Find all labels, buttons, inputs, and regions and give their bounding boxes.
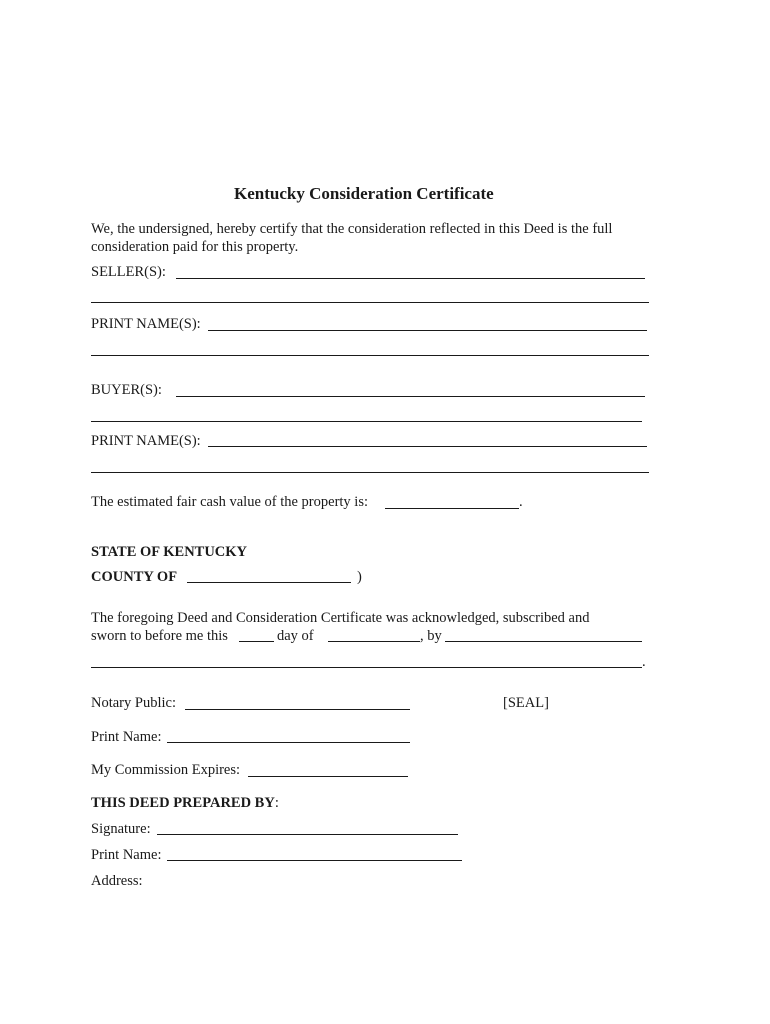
county-line[interactable] (187, 582, 351, 583)
commission-expires-line[interactable] (248, 776, 408, 777)
buyer-print-name-label: PRINT NAME(S): (91, 433, 201, 449)
seal-label: [SEAL] (503, 695, 549, 711)
certify-text-line-2: consideration paid for this property. (91, 239, 299, 255)
notary-public-line[interactable] (185, 709, 410, 710)
ack-text-by: , by (420, 628, 442, 644)
signature-label: Signature: (91, 821, 151, 837)
ack-line-period: . (642, 654, 646, 670)
buyer-print-name-line-2[interactable] (91, 472, 649, 473)
notary-public-label: Notary Public: (91, 695, 176, 711)
prepared-by-colon: : (274, 795, 279, 811)
county-paren: ) (357, 569, 362, 585)
county-label: COUNTY OF (91, 569, 178, 585)
document-title: Kentucky Consideration Certificate (234, 184, 494, 203)
seller-print-name-label: PRINT NAME(S): (91, 316, 201, 332)
buyer-signature-line-2[interactable] (91, 421, 642, 422)
seller-signature-line-2[interactable] (91, 302, 649, 303)
address-label: Address: (91, 873, 143, 889)
ack-text-day-of: day of (277, 628, 314, 644)
notary-print-name-line[interactable] (167, 742, 410, 743)
prepared-by-text: THIS DEED PREPARED BY (91, 795, 275, 811)
buyer-print-name-line[interactable] (208, 446, 647, 447)
ack-text-line-2-start: sworn to before me this (91, 628, 228, 644)
commission-expires-label: My Commission Expires: (91, 762, 241, 778)
seller-print-name-line[interactable] (208, 330, 647, 331)
ack-day-line[interactable] (239, 641, 274, 642)
fair-cash-value-label: The estimated fair cash value of the property is: (91, 494, 369, 510)
seller-signature-line[interactable] (176, 278, 645, 279)
seller-label: SELLER(S): (91, 264, 166, 280)
ack-by-line[interactable] (445, 641, 642, 642)
buyer-signature-line[interactable] (176, 396, 645, 397)
prepared-print-name-line[interactable] (167, 860, 462, 861)
notary-print-name-label: Print Name: (91, 729, 162, 745)
ack-month-line[interactable] (328, 641, 420, 642)
ack-name-line[interactable] (91, 667, 642, 668)
buyer-label: BUYER(S): (91, 382, 162, 398)
fair-cash-value-period: . (519, 494, 523, 510)
prepared-by-label (91, 796, 279, 811)
signature-line[interactable] (157, 834, 458, 835)
certify-text-line-1: We, the undersigned, hereby certify that the consideration reflected in this Deed is the full (91, 221, 613, 237)
fair-cash-value-line[interactable] (385, 508, 519, 509)
seller-print-name-line-2[interactable] (91, 355, 649, 356)
ack-text-line-1: The foregoing Deed and Consideration Certificate was acknowledged, subscribed and (91, 610, 590, 626)
state-label: STATE OF KENTUCKY (91, 544, 248, 560)
prepared-print-name-label: Print Name: (91, 847, 162, 863)
